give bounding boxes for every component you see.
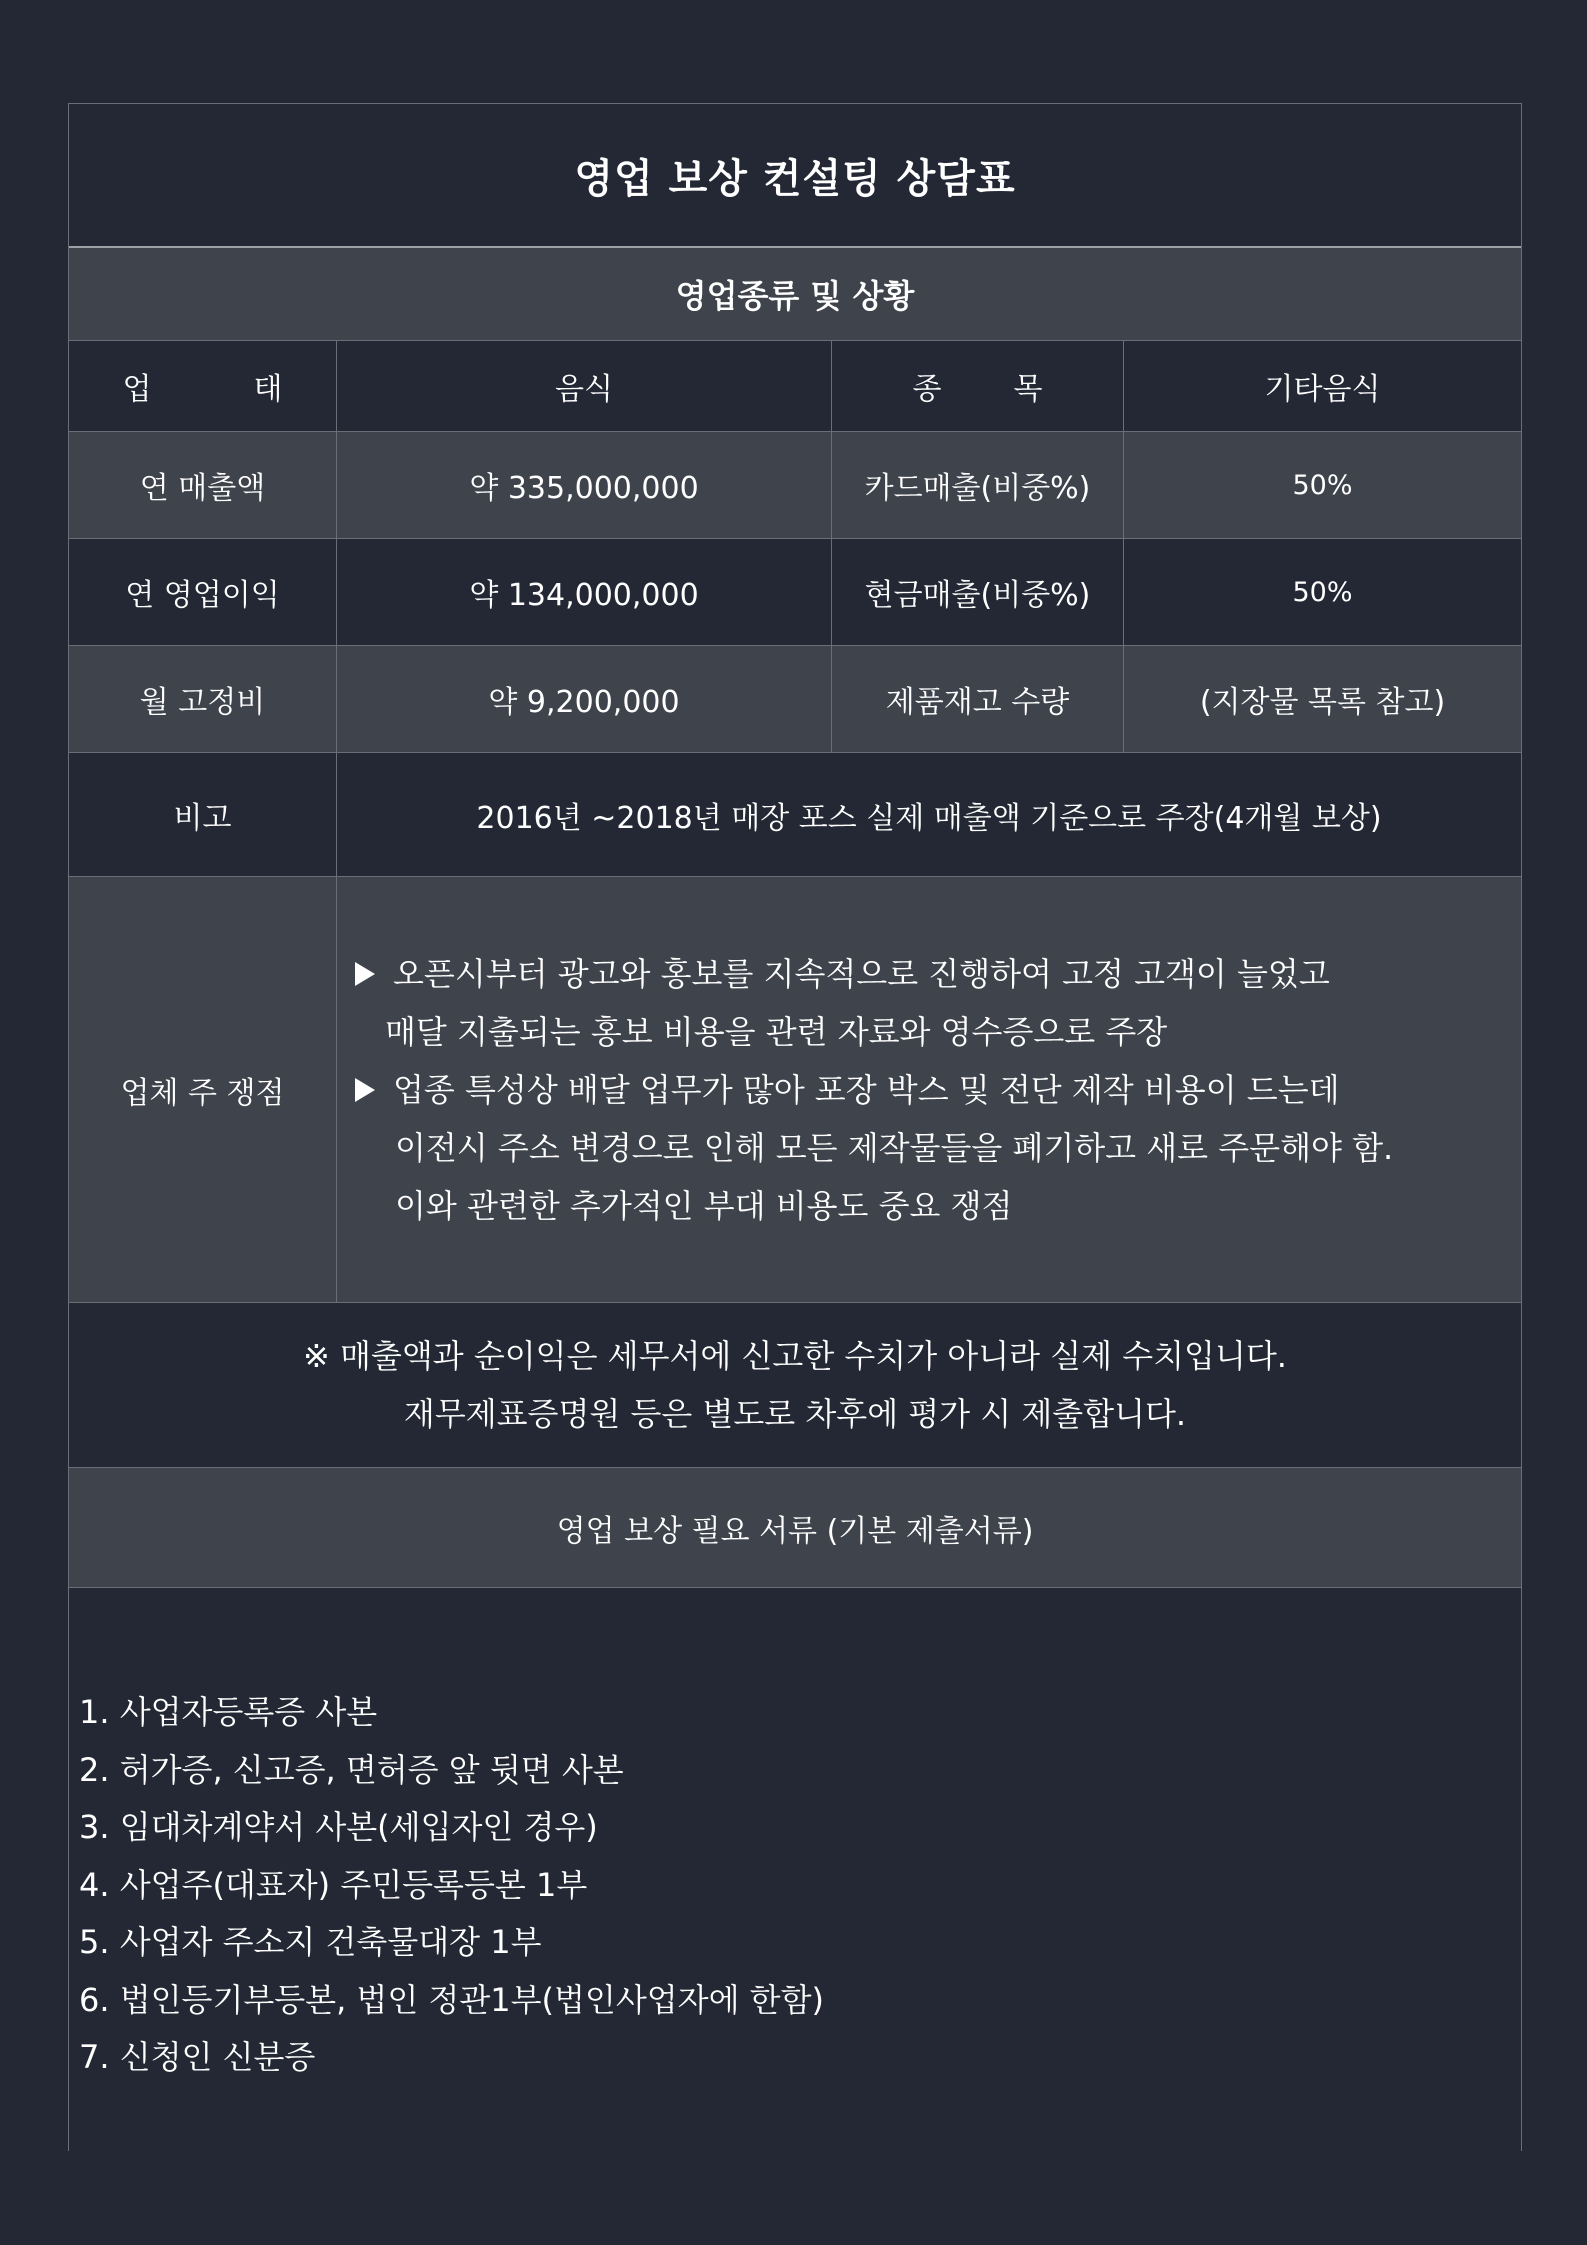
card-sales-label: 카드매출(비중%) xyxy=(832,432,1124,538)
annual-sales-row xyxy=(69,432,1521,539)
annual-sales-value: 약 335,000,000 xyxy=(337,432,832,538)
annual-profit-label: 연 영업이익 xyxy=(69,539,337,645)
list-item: 3. 임대차계약서 사본(세입자인 경우) xyxy=(79,1808,598,1846)
business-type-value: 음식 xyxy=(337,341,832,431)
triangle-right-icon xyxy=(355,1078,375,1102)
inventory-label: 제품재고 수량 xyxy=(832,646,1124,752)
list-item: 2. 허가증, 신고증, 면허증 앞 뒷면 사본 xyxy=(79,1750,624,1789)
monthly-fixed-value: 약 9,200,000 xyxy=(337,646,832,752)
note-row xyxy=(69,1303,1521,1468)
list-item: 1. 사업자등록증 사본 xyxy=(79,1693,378,1731)
business-type-label: 업 태 xyxy=(69,341,337,431)
business-type-row xyxy=(69,341,1521,432)
list-item: 5. 사업자 주소지 건축물대장 1부 xyxy=(79,1923,542,1961)
monthly-fixed-row xyxy=(69,646,1521,753)
form-title: 영업 보상 컨설팅 상담표 xyxy=(574,155,1016,202)
consulting-form xyxy=(68,103,1522,2151)
cash-sales-value: 50% xyxy=(1292,576,1353,608)
business-item-value: 기타음식 xyxy=(1264,372,1381,407)
card-sales-value: 50% xyxy=(1292,469,1353,501)
monthly-fixed-label: 월 고정비 xyxy=(69,646,337,752)
issue-line: 이와 관련한 추가적인 부대 비용도 중요 쟁점 xyxy=(395,1186,1013,1225)
annual-sales-label: 연 매출액 xyxy=(69,432,337,538)
list-item: 7. 신청인 신분증 xyxy=(79,2038,316,2076)
title-row xyxy=(69,104,1521,248)
inventory-value: (지장물 목록 참고) xyxy=(1199,685,1446,720)
list-item: 4. 사업주(대표자) 주민등록등본 1부 xyxy=(79,1865,588,1904)
issues-row xyxy=(69,877,1521,1303)
note-line-1: ※ 매출액과 순이익은 세무서에 신고한 수치가 아니라 실제 수치입니다. xyxy=(303,1337,1287,1375)
annual-profit-value: 약 134,000,000 xyxy=(337,539,832,645)
note-line-2: 재무제표증명원 등은 별도로 차후에 평가 시 제출합니다. xyxy=(403,1395,1187,1433)
remark-label: 비고 xyxy=(69,753,337,876)
issue-line: 업종 특성상 배달 업무가 많아 포장 박스 및 전단 제작 비용이 드는데 xyxy=(355,1061,1393,1119)
business-item-label: 종 목 xyxy=(832,341,1124,431)
cash-sales-label: 현금매출(비중%) xyxy=(832,539,1124,645)
issue-line: 오픈시부터 광고와 홍보를 지속적으로 진행하여 고정 고객이 늘었고 xyxy=(355,945,1393,1003)
issues-list xyxy=(355,945,1393,1235)
issues-content xyxy=(337,877,1521,1302)
triangle-right-icon xyxy=(355,962,375,986)
list-item: 6. 법인등기부등본, 법인 정관1부(법인사업자에 한함) xyxy=(79,1980,824,2019)
documents-header-row xyxy=(69,1468,1521,1588)
note-content xyxy=(69,1303,1521,1467)
documents-row xyxy=(69,1588,1521,2152)
issues-label: 업체 주 쟁점 xyxy=(69,877,337,1302)
documents-list xyxy=(69,1588,1521,2152)
annual-profit-row xyxy=(69,539,1521,646)
section-header-row xyxy=(69,248,1521,341)
remark-value: 2016년 ~2018년 매장 포스 실제 매출액 기준으로 주장(4개월 보상) xyxy=(476,800,1382,836)
issue-line: 이전시 주소 변경으로 인해 모든 제작물들을 폐기하고 새로 주문해야 함. xyxy=(395,1128,1394,1167)
remark-row xyxy=(69,753,1521,877)
documents-heading: 영업 보상 필요 서류 (기본 제출서류) xyxy=(556,1513,1034,1549)
issue-line: 매달 지출되는 홍보 비용을 관련 자료와 영수증으로 주장 xyxy=(385,1012,1168,1051)
section-title: 영업종류 및 상황 xyxy=(675,277,915,315)
